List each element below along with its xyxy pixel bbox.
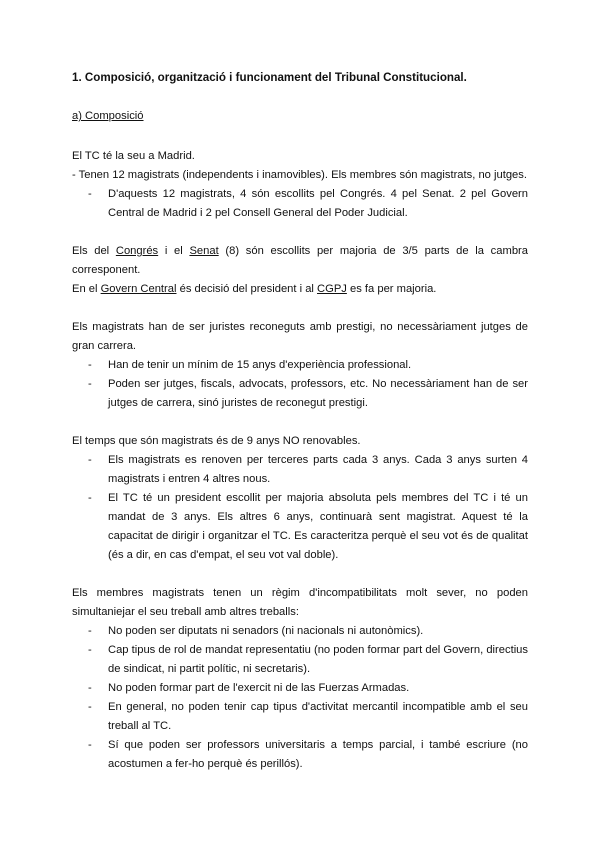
list-item: - No poden formar part de l'exercit ni de las Fuerzas Armadas. xyxy=(72,679,528,698)
list-item: - El TC té un president escollit per majoria absoluta pels membres del TC i té un mandat de 3 anys. Els altres 6 anys, continuarà sent magistrat. Aquest té la capacitat de dirigir i organitzar el TC. Es caracteritza perquè el seu vot és de qualitat (és a dir, en cas d'empat, el seu vot val doble). xyxy=(72,489,528,565)
congres-link: Congrés xyxy=(115,245,159,257)
mandat-list xyxy=(72,451,528,565)
paragraph-juristes xyxy=(72,318,528,413)
paragraph-mandat xyxy=(72,432,528,565)
govern-central-link: Govern Central xyxy=(100,283,177,295)
section-heading: a) Composició xyxy=(72,110,144,122)
list-item: - Poden ser jutges, fiscals, advocats, professors, etc. No necessàriament han de ser jutges de carrera, sinó juristes de reconegut prestigi. xyxy=(72,375,528,413)
list-item: - Els magistrats es renoven per terceres parts cada 3 anys. Cada 3 anys surten 4 magistrats i entren 4 altres nous. xyxy=(72,451,528,489)
magistrats-line: - Tenen 12 magistrats (independents i inamovibles). Els membres són magistrats, no jutges. xyxy=(72,169,527,181)
congres-senat-text: Els del Congrés i el Senat (8) són escollits per majoria de 3/5 parts de la cambra corresponent. xyxy=(72,245,528,276)
composition-list xyxy=(72,185,528,223)
seu-line: El TC té la seu a Madrid. xyxy=(72,150,195,162)
paragraph-incompatibilitats xyxy=(72,584,528,774)
incompatibilitats-intro: Els membres magistrats tenen un règim d'incompatibilitats molt sever, no poden simultaniejar el seu treball amb altres treballs: xyxy=(72,587,528,618)
juristes-list xyxy=(72,356,528,413)
list-item: - No poden ser diputats ni senadors (ni nacionals ni autonòmics). xyxy=(72,622,528,641)
mandat-intro: El temps que són magistrats és de 9 anys NO renovables. xyxy=(72,435,361,447)
list-item: - Cap tipus de rol de mandat representatiu (no poden formar part del Govern, directius de sindicat, ni partit polític, ni secretaris). xyxy=(72,641,528,679)
paragraph-eleccio xyxy=(72,242,528,299)
senat-link: Senat xyxy=(189,245,219,257)
govern-cgpj-text: En el Govern Central és decisió del president i al CGPJ es fa per majoria. xyxy=(72,283,437,295)
cgpj-link: CGPJ xyxy=(317,283,347,295)
document-title: 1. Composició, organització i funcionament del Tribunal Constitucional. xyxy=(72,71,467,84)
list-item: - En general, no poden tenir cap tipus d'activitat mercantil incompatible amb el seu treball al TC. xyxy=(72,698,528,736)
incompatibilitats-list xyxy=(72,622,528,774)
list-item: - Han de tenir un mínim de 15 anys d'experiència professional. xyxy=(72,356,528,375)
juristes-intro: Els magistrats han de ser juristes reconeguts amb prestigi, no necessàriament jutges de gran carrera. xyxy=(72,321,528,352)
list-item: - D'aquests 12 magistrats, 4 són escollits pel Congrés. 4 pel Senat. 2 pel Govern Central de Madrid i 2 pel Consell General del Poder Judicial. xyxy=(72,185,528,223)
paragraph-seu xyxy=(72,147,528,223)
list-item: - Sí que poden ser professors universitaris a temps parcial, i també escriure (no acostumen a fer-ho perquè és perillós). xyxy=(72,736,528,774)
